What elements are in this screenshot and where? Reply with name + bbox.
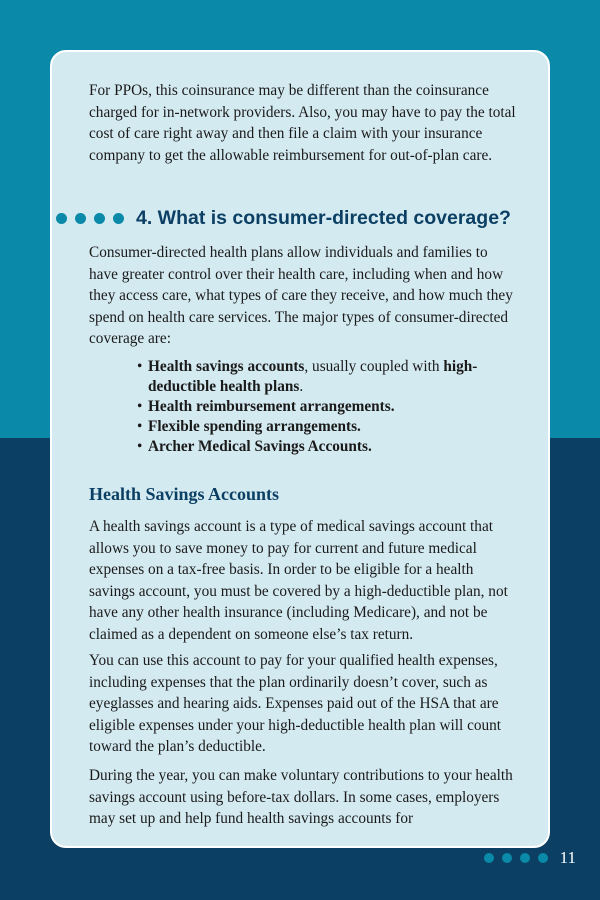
- intro-paragraph: For PPOs, this coinsurance may be different than the coinsurance charged for in-network providers. Also, you may have to pay the total cost of care right away and then file a claim with your insurance company to get the allowable reimbursement for out-of-plan care.: [89, 82, 516, 164]
- dot-icon: [520, 853, 530, 863]
- dot-icon: [75, 213, 86, 224]
- bullet-text: , usually coupled with: [304, 358, 444, 375]
- hsa-heading: Health Savings Accounts: [89, 484, 280, 504]
- heading-dots: [56, 213, 124, 224]
- page-footer: [484, 848, 576, 868]
- list-item: [137, 357, 497, 397]
- dot-icon: [502, 853, 512, 863]
- footer-dots: [484, 853, 548, 863]
- page-number: 11: [559, 848, 576, 867]
- content-card: [50, 50, 550, 848]
- dot-icon: [113, 213, 124, 224]
- hsa-paragraph-2: You can use this account to pay for your qualified health expenses, including expenses that the plan ordinarily doesn’t cover, such as eyeglasses and hearing aids. Expenses paid out of the HSA that are eligible expenses under your high-deductible health plan will count toward the plan’s deductible.: [89, 652, 502, 756]
- coverage-types-list: [137, 357, 497, 457]
- dot-icon: [56, 213, 67, 224]
- section-paragraph: Consumer-directed health plans allow individuals and families to have greater control over their health care, including when and how they access care, what types of care they receive, and how much they spend on health care services. The major types of consumer-directed coverage are:: [89, 244, 513, 348]
- hsa-paragraph-3: During the year, you can make voluntary contributions to your health savings account using before-tax dollars. In some cases, employers may set up and help fund health savings accounts for: [89, 767, 513, 828]
- bullet-text: .: [299, 378, 304, 395]
- dot-icon: [538, 853, 548, 863]
- list-item: [137, 417, 497, 437]
- hsa-paragraph-1: A health savings account is a type of medical savings account that allows you to save money to pay for current and future medical expenses on a tax-free basis. In order to be eligible for a health savings account, you must be covered by a high-deductible plan, not have any other health insurance (including Medicare), and not be claimed as a dependent on someone else’s tax return.: [89, 518, 508, 643]
- list-item: [137, 397, 497, 417]
- dot-icon: [484, 853, 494, 863]
- bullet-bold: Health savings accounts: [148, 358, 305, 375]
- list-item: [137, 437, 497, 457]
- section-heading: [56, 207, 511, 230]
- dot-icon: [94, 213, 105, 224]
- bullet-bold: Flexible spending arrangements.: [148, 418, 361, 435]
- bullet-bold: high-deductible health plans: [148, 358, 478, 395]
- bullet-bold: Health reimbursement arrangements.: [148, 398, 395, 415]
- section-heading-text: 4. What is consumer-directed coverage?: [136, 207, 511, 229]
- bullet-bold: Archer Medical Savings Accounts.: [148, 438, 372, 455]
